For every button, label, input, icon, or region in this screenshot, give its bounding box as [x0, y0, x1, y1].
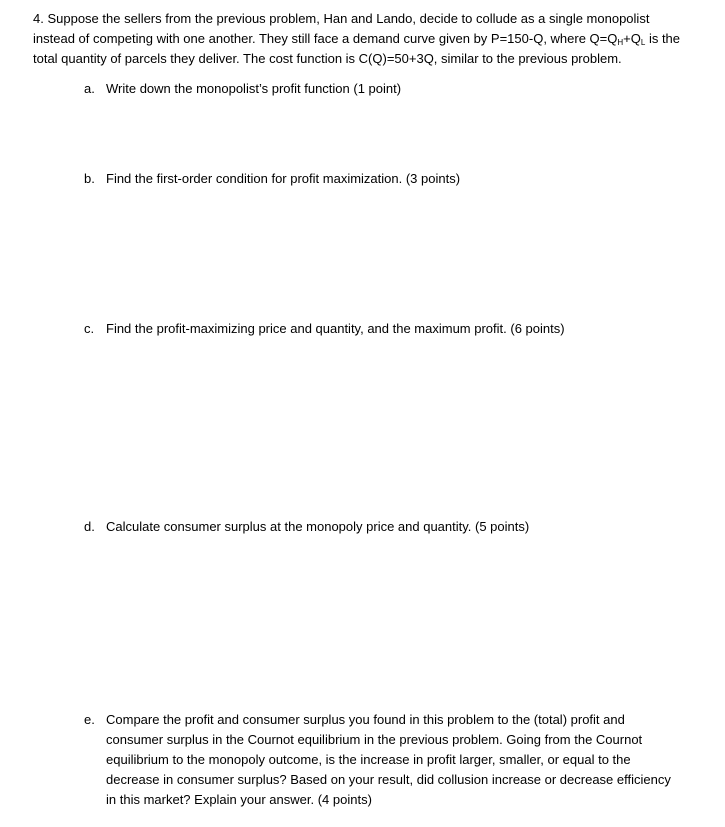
part-e-text: Compare the profit and consumer surplus you found in this problem to the (total) profit and consumer surplus in the Cournot equilibrium in the previous problem. Going from the Cournot equilibrium to the monopoly outcome, is the increase in profit larger, smaller, or equal to the decrease in consumer surplus? Based on your result, did collusion increase or decrease efficiency in this market? Explain your answer. (4 points) [106, 712, 671, 807]
part-e [84, 710, 684, 810]
part-c-letter: c. [84, 321, 95, 336]
part-d [84, 517, 684, 537]
question-intro [33, 9, 693, 69]
question-intro-end: is the total quantity of parcels they deliver. The cost function is C(Q)=50+3Q, similar to the previous problem. [33, 31, 681, 66]
question-intro-start: 4. Suppose the sellers from the previous problem, Han and Lando, decide to collude as a single monopolist instead of competing with one another. They still face a demand curve given by P=150-Q, where Q=Q [33, 11, 650, 46]
part-a-text: Write down the monopolist’s profit function (1 point) [106, 81, 402, 96]
subscript-h: H [617, 38, 624, 47]
part-b [84, 169, 684, 189]
part-d-text: Calculate consumer surplus at the monopoly price and quantity. (5 points) [106, 519, 530, 534]
part-c-text: Find the profit-maximizing price and quantity, and the maximum profit. (6 points) [106, 321, 565, 336]
part-b-text: Find the first-order condition for profit maximization. (3 points) [106, 171, 461, 186]
question-intro-plus: +Q [623, 31, 641, 46]
part-a-letter: a. [84, 81, 95, 96]
subscript-l: L [640, 38, 646, 47]
part-d-letter: d. [84, 519, 95, 534]
part-e-letter: e. [84, 712, 95, 727]
part-a [84, 79, 684, 99]
part-c [84, 319, 684, 339]
part-b-letter: b. [84, 171, 95, 186]
